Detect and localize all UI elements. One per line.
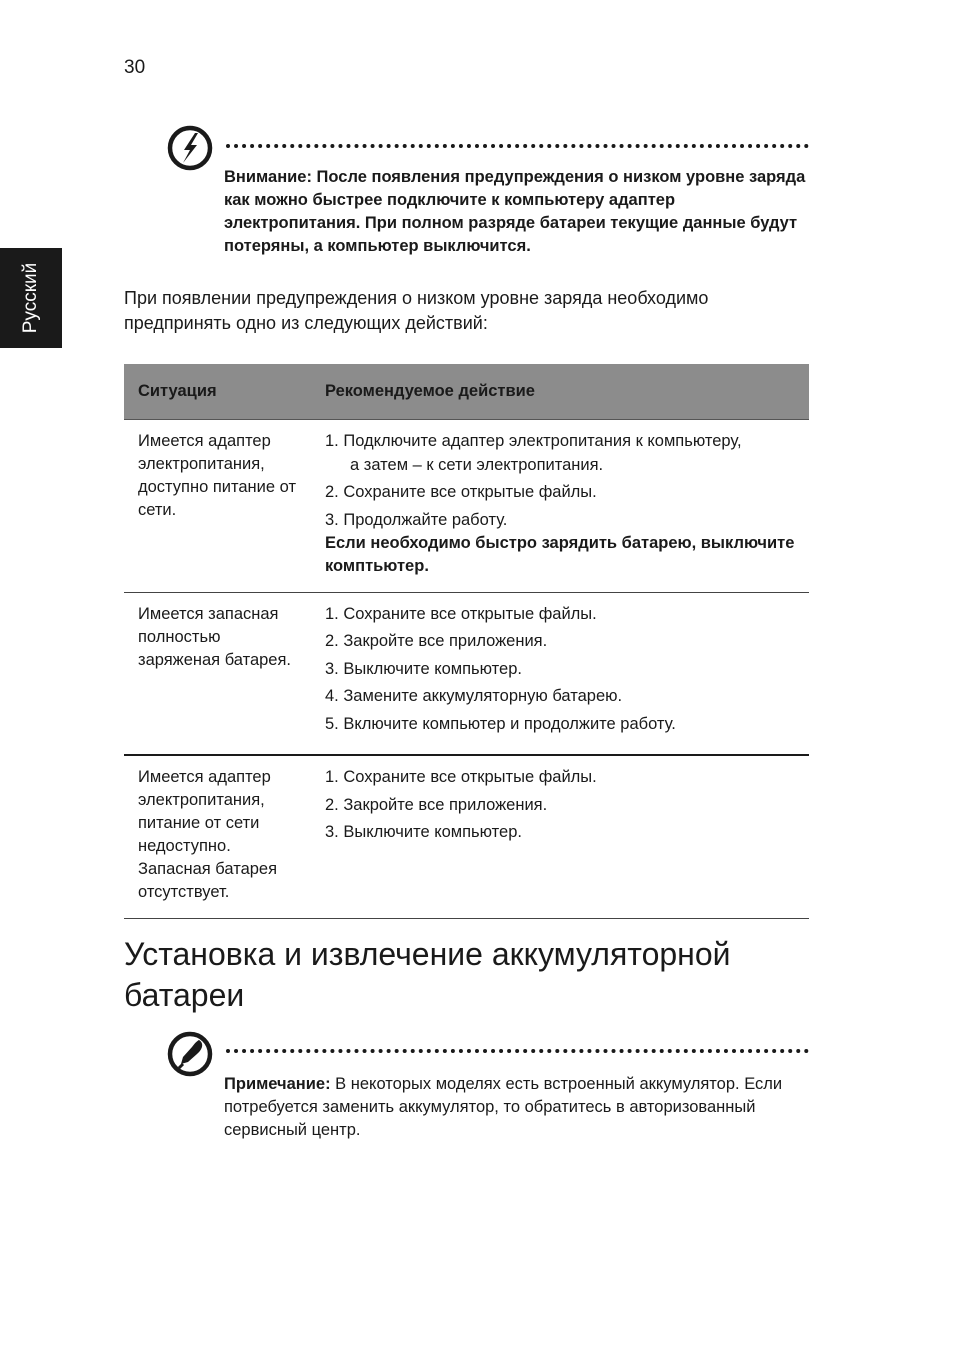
note-divider — [226, 1049, 809, 1053]
action-step: 3. Продолжайте работу. — [325, 510, 508, 529]
column-header-action: Рекомендуемое действие — [311, 364, 809, 420]
situation-cell: Имеется адаптер электропитания, доступно питание от сети. — [124, 420, 311, 593]
action-step: 2. Закройте все приложения. — [325, 632, 548, 650]
action-step: 2. Сохраните все открытые файлы. — [325, 483, 597, 501]
action-step: 1. Подключите адаптер электропитания к компьютеру, — [325, 432, 742, 450]
action-step: 1. Сохраните все открытые файлы. — [325, 768, 597, 786]
fast-charge-note: Если необходимо быстро зарядить батарею, выключите комптьютер. — [325, 533, 795, 575]
action-step: 3. Выключите компьютер. — [325, 823, 522, 841]
table-header-row — [124, 364, 809, 420]
page-number: 30 — [124, 57, 146, 78]
note-label: Примечание: — [224, 1075, 331, 1093]
action-step: 2. Закройте все приложения. — [325, 795, 548, 814]
table-row — [124, 592, 809, 755]
warning-divider — [226, 144, 809, 148]
low-battery-actions-table — [124, 364, 809, 919]
situation-cell: Имеется запасная полностью заряженая батарея. — [124, 592, 311, 755]
intro-paragraph: При появлении предупреждения о низком уровне заряда необходимо предпринять одно из следующих действий: — [124, 288, 709, 333]
action-cell — [311, 420, 809, 593]
note-text — [224, 1073, 809, 1142]
situation-cell: Имеется адаптер электропитания, питание от сети недоступно. Запасная батарея отсутствует. — [124, 755, 311, 919]
note-pen-icon — [166, 1030, 214, 1078]
table-row — [124, 755, 809, 919]
action-step: а затем – к сети электропитания. — [350, 455, 604, 474]
language-label: Русский — [20, 262, 41, 334]
action-cell — [311, 755, 809, 919]
warning-text: Внимание: После появления предупреждения о низком уровне заряда как можно быстрее подключите к компьютеру адаптер электропитания. При полном разряде батареи текущие данные будут потеряны, а компьютер выключится. — [224, 168, 806, 255]
action-step: 1. Сохраните все открытые файлы. — [325, 604, 597, 623]
note-body: В некоторых моделях есть встроенный аккумулятор. Если потребуется заменить аккумулятор, то обратитесь в авторизованный сервисный центр. — [224, 1075, 783, 1139]
section-title: Установка и извлечение аккумуляторной батареи — [124, 936, 731, 1013]
language-side-tab — [0, 248, 62, 348]
action-cell — [311, 592, 809, 755]
table-row — [124, 420, 809, 593]
column-header-situation: Ситуация — [124, 364, 311, 420]
action-step: 4. Замените аккумуляторную батарею. — [325, 687, 623, 705]
action-step: 5. Включите компьютер и продолжите работу. — [325, 714, 676, 733]
lightning-warning-icon — [166, 124, 214, 172]
action-step: 3. Выключите компьютер. — [325, 659, 522, 678]
